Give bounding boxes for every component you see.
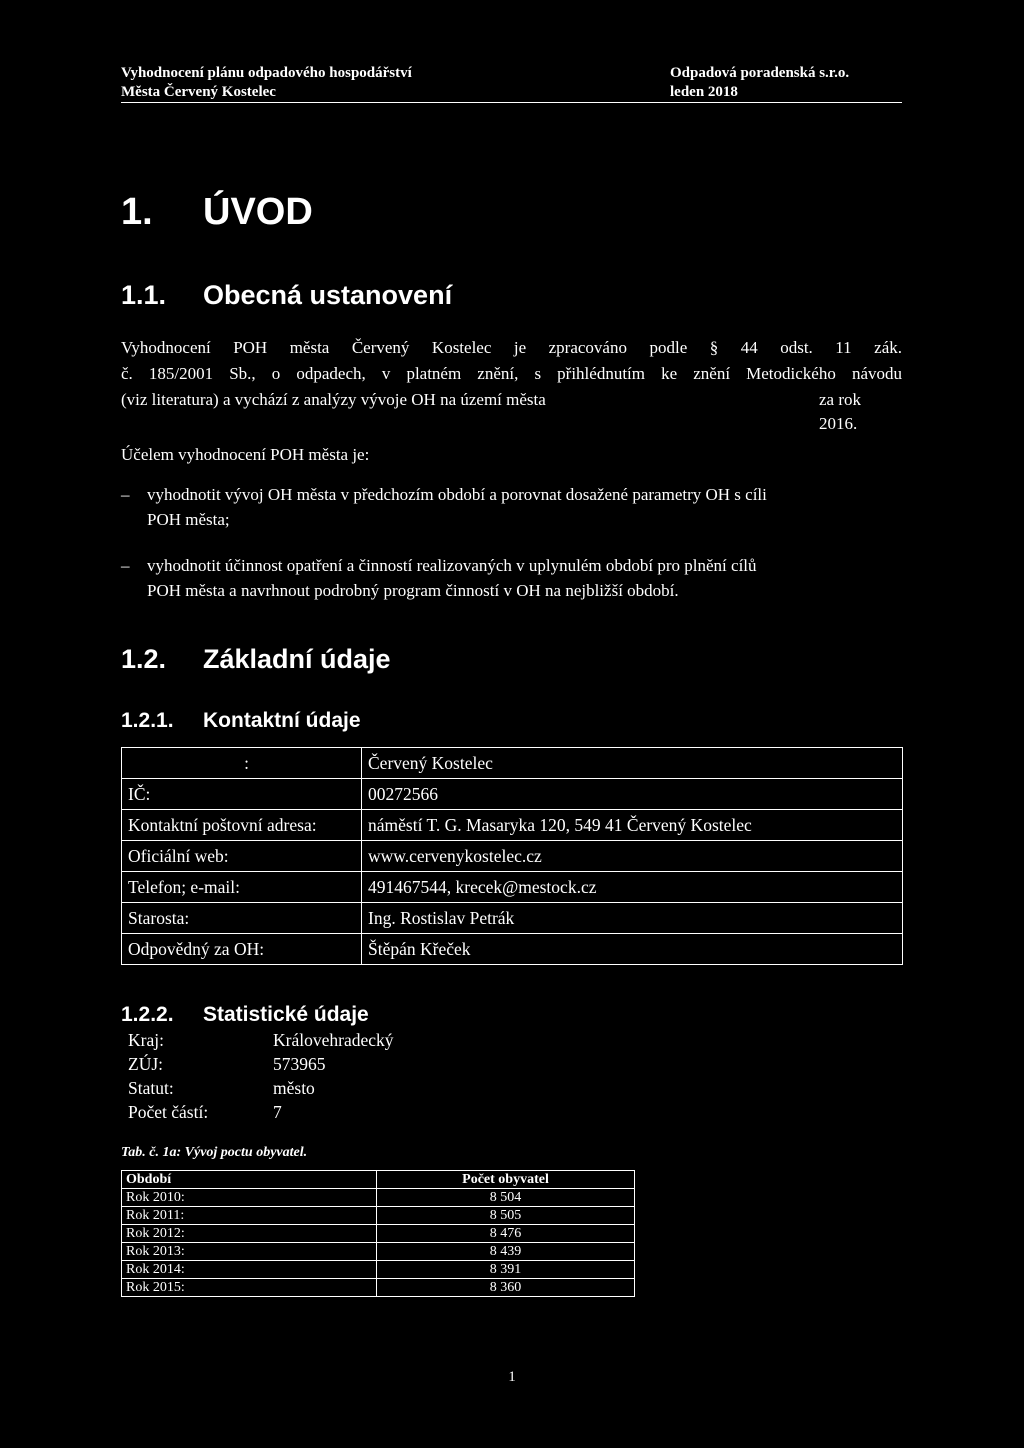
paragraph-line — [121, 388, 902, 433]
population-cell: 8 391 — [377, 1261, 635, 1279]
contact-value: 00272566 — [362, 779, 903, 810]
header-right — [670, 64, 849, 102]
section-title: Statistické údaje — [203, 1003, 369, 1026]
section-heading-1-2 — [121, 643, 391, 675]
header-date: leden 2018 — [670, 84, 738, 100]
bullet-line: vyhodnotit účinnost opatření a činností realizovaných v uplynulém období pro plnění cílů — [147, 556, 757, 575]
contact-key: IČ: — [122, 779, 362, 810]
section-heading-1 — [121, 190, 313, 234]
stat-key: Počet částí: — [128, 1102, 209, 1122]
population-cell: 8 504 — [377, 1189, 635, 1207]
paragraph-line-start: (viz literatura) a vychází z analýzy vývoje OH na území města — [121, 390, 546, 409]
stat-key: ZÚJ: — [128, 1054, 163, 1074]
section-number: 1.2. — [121, 644, 167, 674]
bullet-item — [121, 482, 902, 534]
contact-key: Kontaktní poštovní adresa: — [122, 810, 362, 841]
table-caption: Tab. č. 1a: Vývoj poctu obyvatel. — [121, 1145, 308, 1160]
page-number: 1 — [508, 1369, 516, 1385]
population-cell: 8 476 — [377, 1225, 635, 1243]
table-row — [122, 1225, 635, 1243]
bullet-item — [121, 553, 902, 605]
header-left — [121, 64, 412, 102]
table-row — [122, 1243, 635, 1261]
stat-value: 573965 — [273, 1054, 326, 1074]
stat-key: Kraj: — [128, 1030, 164, 1050]
contact-website[interactable]: www.cervenykostelec.cz — [362, 841, 903, 872]
section-title: Kontaktní údaje — [203, 709, 361, 732]
section-heading-1-2-2 — [121, 1002, 369, 1028]
table-row — [122, 779, 903, 810]
contact-phone-email[interactable]: 491467544, krecek@mestock.cz — [362, 872, 903, 903]
table-row — [122, 1189, 635, 1207]
table-row — [122, 841, 903, 872]
contact-value: Ing. Rostislav Petrák — [362, 903, 903, 934]
contact-key: Telefon; e-mail: — [122, 872, 362, 903]
table-row — [122, 1261, 635, 1279]
bullet-dash: – — [121, 485, 130, 504]
period-cell: Rok 2015: — [122, 1279, 377, 1297]
section-number: 1.1. — [121, 280, 167, 310]
contact-key: : — [122, 748, 362, 779]
section-heading-1-2-1 — [121, 708, 361, 734]
header-company: Odpadová poradenská s.r.o. — [670, 65, 850, 81]
column-header-population: Počet obyvatel — [377, 1171, 635, 1189]
section-number: 1. — [121, 191, 153, 233]
table-row — [122, 810, 903, 841]
stat-key: Statut: — [128, 1078, 174, 1098]
population-cell: 8 439 — [377, 1243, 635, 1261]
header-municipality: Města Červený Kostelec — [121, 84, 276, 100]
contact-value: náměstí T. G. Masaryka 120, 549 41 Červený Kostelec — [362, 810, 903, 841]
table-row — [122, 748, 903, 779]
table-row — [122, 934, 903, 965]
column-header-period: Období — [122, 1171, 377, 1189]
bullet-line: POH města; — [147, 510, 230, 529]
contact-value: Štěpán Křeček — [362, 934, 903, 965]
population-cell: 8 505 — [377, 1207, 635, 1225]
contact-key: Oficiální web: — [122, 841, 362, 872]
bullet-text — [147, 553, 902, 603]
period-cell: Rok 2014: — [122, 1261, 377, 1279]
bullet-line: POH města a navrhnout podrobný program činností v OH na nejbližší období. — [147, 581, 679, 600]
population-cell: 8 360 — [377, 1279, 635, 1297]
period-cell: Rok 2010: — [122, 1189, 377, 1207]
section-title: Obecná ustanovení — [203, 280, 453, 310]
stat-value: Královehradecký — [273, 1030, 394, 1050]
table-row — [122, 1207, 635, 1225]
contact-key: Starosta: — [122, 903, 362, 934]
contact-table — [121, 747, 903, 965]
period-cell: Rok 2011: — [122, 1207, 377, 1225]
table-row — [122, 903, 903, 934]
paragraph-line: Vyhodnocení POH města Červený Kostelec je zpracováno podle § 44 odst. 11 zák. — [121, 338, 902, 357]
bullet-line: vyhodnotit vývoj OH města v předchozím období a porovnat dosažené parametry OH s cíli — [147, 485, 767, 504]
header-document-title: Vyhodnocení plánu odpadového hospodářství — [121, 65, 412, 81]
paragraph-line-end: za rok 2016. — [819, 390, 862, 433]
paragraph-line: č. 185/2001 Sb., o odpadech, v platném znění, s přihlédnutím ke znění Metodického návodu — [121, 364, 902, 383]
purpose-intro: Účelem vyhodnocení POH města je: — [121, 445, 370, 464]
period-cell: Rok 2012: — [122, 1225, 377, 1243]
intro-paragraph — [121, 336, 902, 433]
section-title: ÚVOD — [203, 191, 313, 233]
section-number: 1.2.1. — [121, 709, 174, 732]
table-header-row — [122, 1171, 635, 1189]
stat-value: město — [273, 1078, 315, 1098]
header-rule — [121, 102, 902, 103]
population-table — [121, 1170, 635, 1297]
contact-key: Odpovědný za OH: — [122, 934, 362, 965]
period-cell: Rok 2013: — [122, 1243, 377, 1261]
section-title: Základní údaje — [203, 644, 391, 674]
section-number: 1.2.2. — [121, 1003, 174, 1026]
table-row — [122, 872, 903, 903]
table-row — [122, 1279, 635, 1297]
bullet-dash: – — [121, 556, 130, 575]
section-heading-1-1 — [121, 279, 452, 311]
stat-value: 7 — [273, 1102, 282, 1122]
contact-value: Červený Kostelec — [362, 748, 903, 779]
bullet-text — [147, 482, 902, 532]
